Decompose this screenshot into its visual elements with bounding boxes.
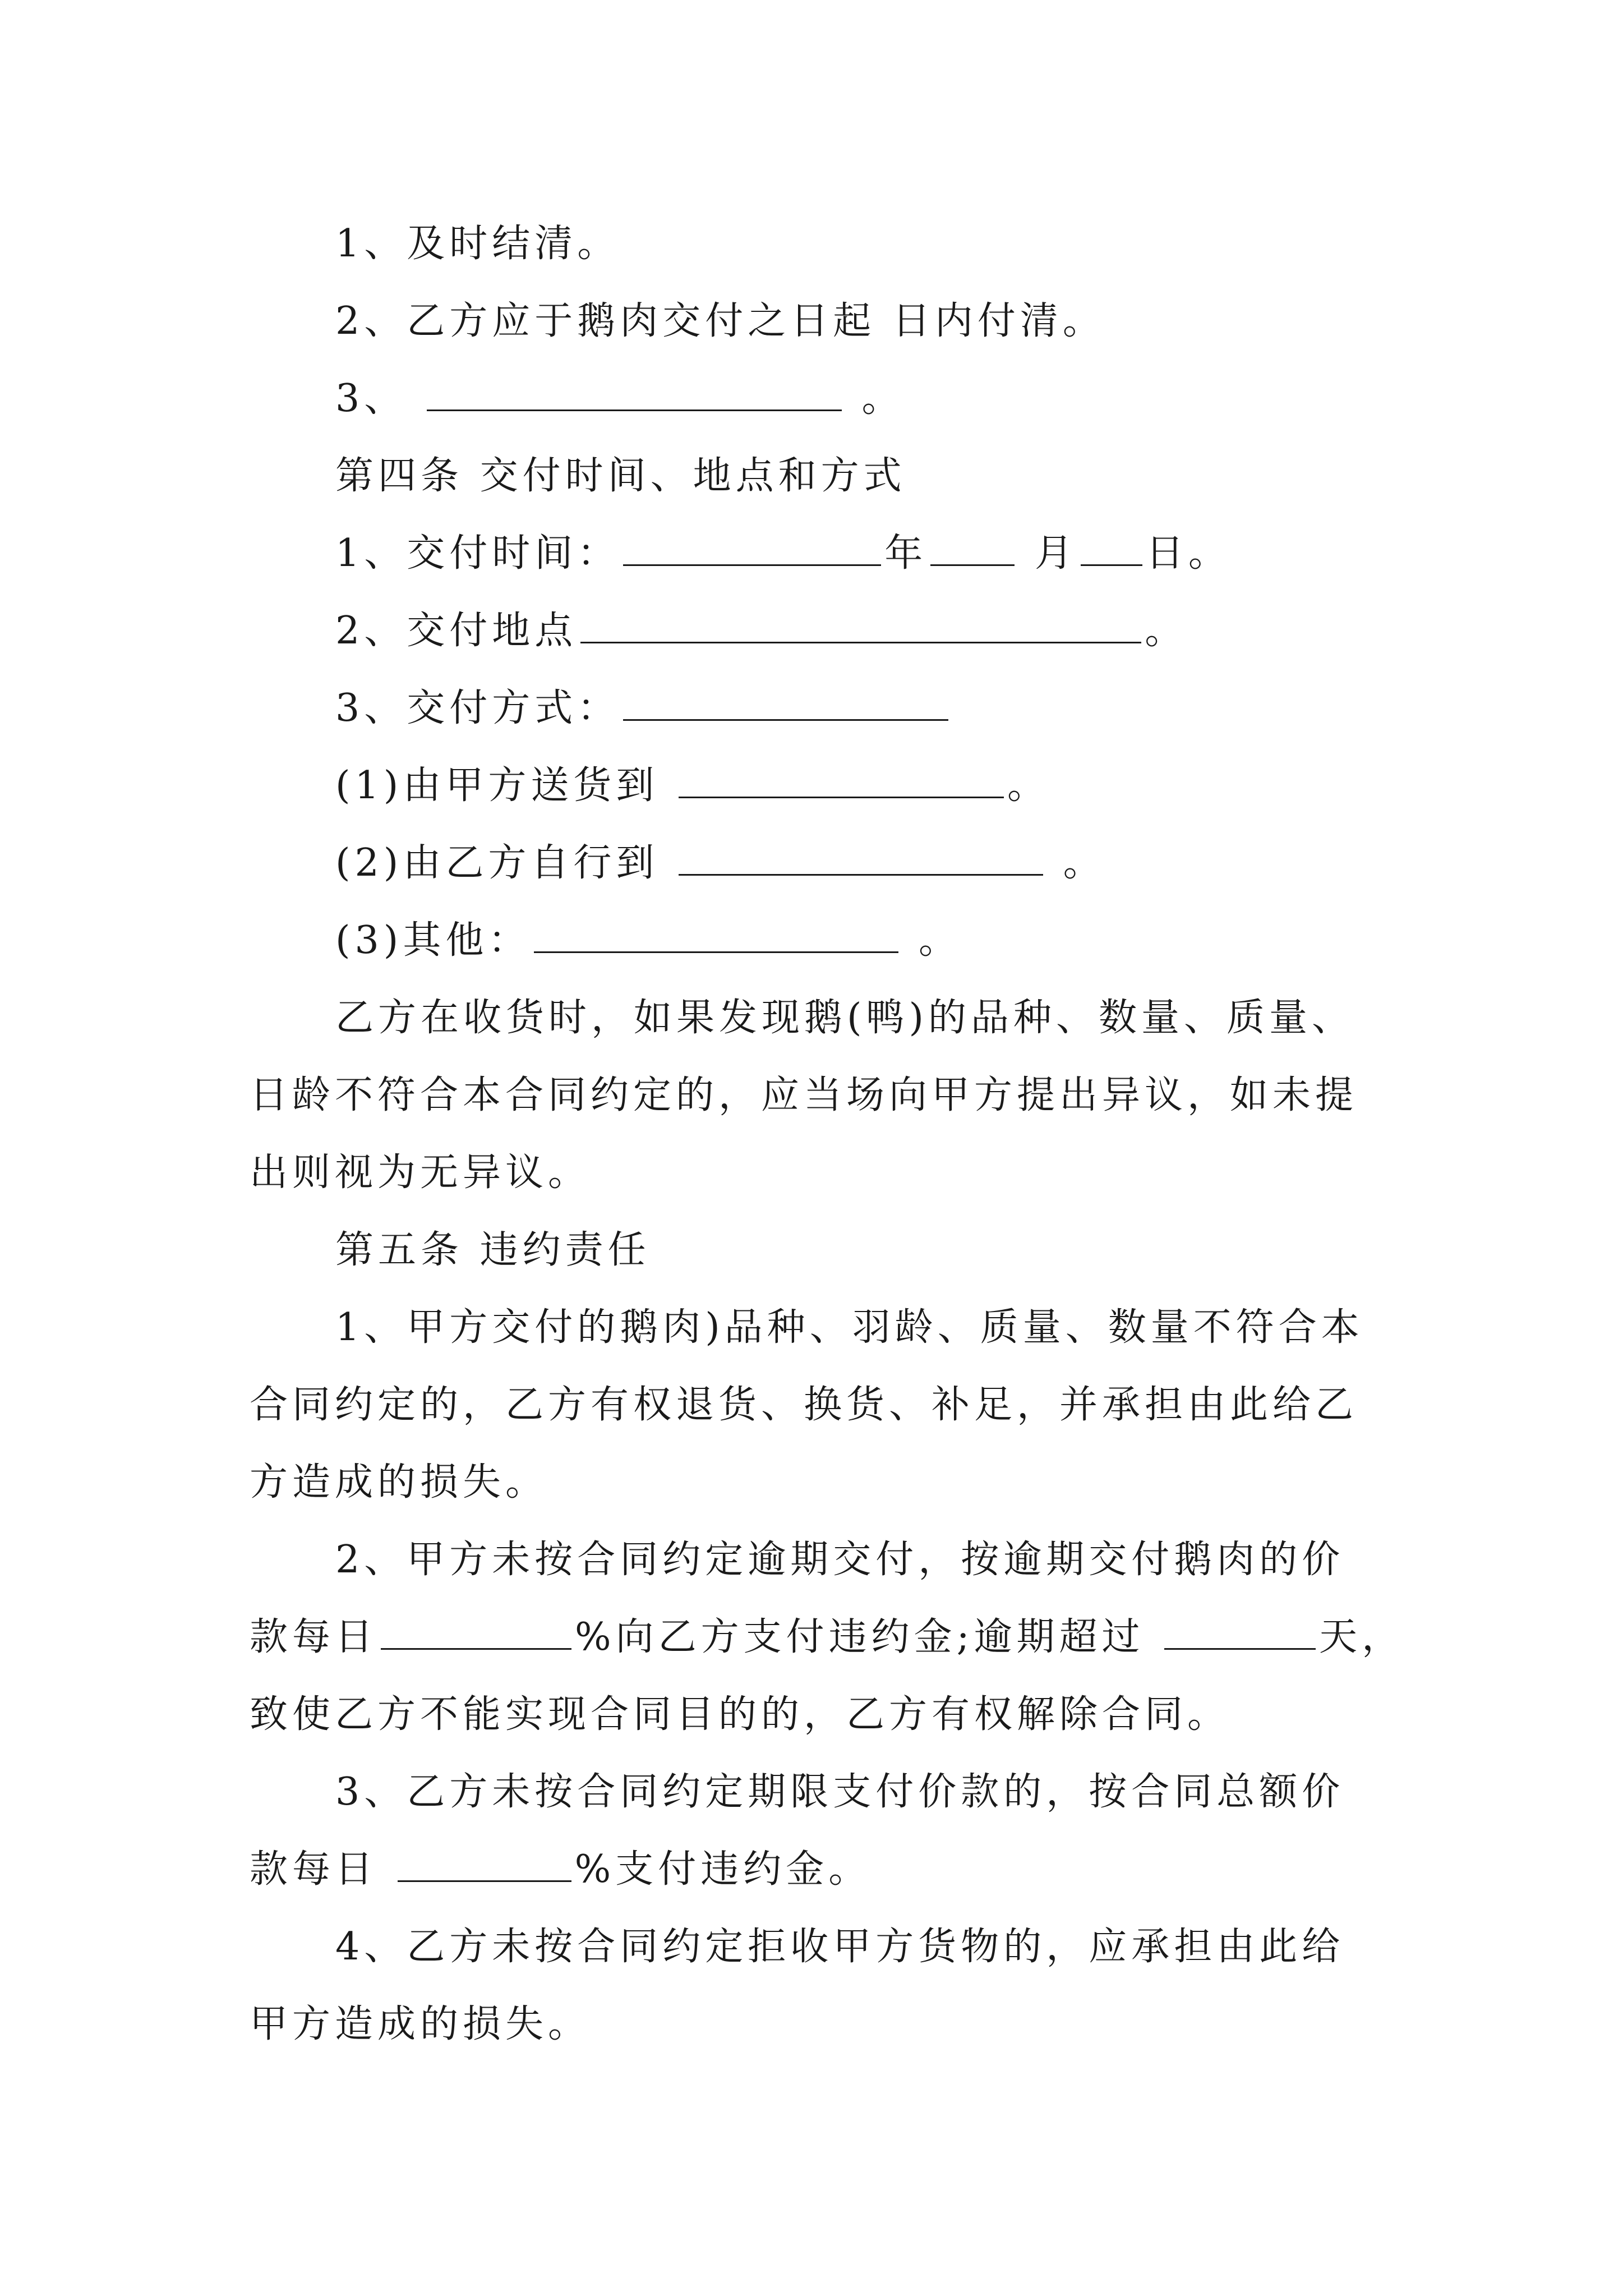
paragraph-line: [250, 1615, 1404, 1660]
text: 年: [884, 531, 928, 576]
text: 出则视为无异议。: [250, 1151, 591, 1195]
text: 甲方造成的损失。: [250, 2002, 591, 2046]
text: 3、交付方式：: [335, 686, 620, 730]
text: (1)由甲方送货到: [335, 763, 675, 808]
text: 合同约定的，乙方有权退货、换货、补足，并承担由此给乙: [250, 1383, 1358, 1427]
text: 2、甲方未按合同约定逾期交付，按逾期交付鹅肉的价: [335, 1538, 1345, 1582]
clause-3-item-1: [335, 222, 620, 266]
clause-4-item-1: [335, 531, 1231, 576]
text: 。: [902, 918, 961, 963]
paragraph-line: [335, 1770, 1344, 1815]
clause-4-item-3: [335, 686, 952, 731]
paragraph-line: [250, 1151, 591, 1195]
days-blank[interactable]: [1164, 1617, 1316, 1650]
text: 1、甲方交付的鹅肉)品种、羽龄、质量、数量不符合本: [335, 1305, 1364, 1350]
text: 。: [1145, 609, 1188, 653]
text: (3)其他：: [335, 918, 531, 963]
fill-in-blank[interactable]: [679, 765, 1004, 798]
text: 1、及时结清。: [335, 222, 620, 266]
location-blank[interactable]: [580, 610, 1141, 643]
day-blank[interactable]: [1081, 533, 1142, 566]
text: 4、乙方未按合同约定拒收甲方货物的，应承担由此给: [335, 1925, 1345, 1969]
text: 月: [1018, 531, 1077, 576]
option-3: [335, 918, 961, 963]
text: (2)由乙方自行到: [335, 841, 675, 885]
paragraph-line: [250, 1383, 1358, 1428]
text: 致使乙方不能实现合同目的的，乙方有权解除合同。: [250, 1692, 1230, 1737]
text: 方造成的损失。: [250, 1460, 548, 1504]
paragraph-line: [335, 996, 1354, 1041]
paragraph-line: [250, 1692, 1230, 1737]
paragraph-line: [335, 1925, 1344, 1970]
paragraph-line: [250, 1073, 1358, 1118]
text: 。: [1007, 763, 1050, 808]
paragraph-line: [335, 1305, 1364, 1350]
fill-in-blank[interactable]: [427, 378, 842, 411]
text: 天，: [1319, 1615, 1405, 1659]
clause-4-heading: [335, 454, 906, 499]
clause-3-item-3: [335, 376, 905, 421]
month-blank[interactable]: [930, 533, 1015, 566]
paragraph-line: [250, 2002, 591, 2047]
text: 款每日: [250, 1847, 394, 1892]
method-blank[interactable]: [623, 688, 948, 721]
text: 2、交付地点: [335, 609, 578, 653]
fill-in-blank[interactable]: [679, 843, 1043, 876]
fill-in-blank[interactable]: [534, 920, 898, 953]
text: 款每日: [250, 1615, 378, 1659]
text: 日龄不符合本合同约定的，应当场向甲方提出异议，如未提: [250, 1073, 1358, 1117]
text: 3、乙方未按合同约定期限支付价款的，按合同总额价: [335, 1770, 1345, 1814]
text: %向乙方支付违约金;逾期超过: [575, 1615, 1161, 1659]
text: 第五条 违约责任: [335, 1228, 651, 1272]
year-blank[interactable]: [623, 533, 881, 566]
clause-3-item-2: [335, 299, 1105, 344]
text: 乙方在收货时，如果发现鹅(鸭)的品种、数量、质量、: [335, 996, 1355, 1040]
text: 2、乙方应于鹅肉交付之日起 日内付清。: [335, 299, 1105, 343]
text: 1、交付时间：: [335, 531, 620, 576]
text: 。: [845, 376, 905, 421]
text: %支付违约金。: [574, 1847, 872, 1892]
paragraph-line: [250, 1847, 871, 1892]
option-2: [335, 841, 1106, 886]
paragraph-line: [250, 1460, 548, 1505]
text: 日。: [1145, 531, 1231, 576]
clause-4-item-2: [335, 609, 1187, 654]
percent-blank[interactable]: [398, 1849, 571, 1882]
paragraph-line: [335, 1538, 1344, 1582]
text: 。: [1046, 841, 1106, 885]
text: 第四条 交付时间、地点和方式: [335, 454, 906, 498]
clause-5-heading: [335, 1228, 651, 1273]
text: 3、: [335, 376, 423, 421]
percent-blank[interactable]: [381, 1617, 571, 1650]
option-1: [335, 763, 1050, 808]
